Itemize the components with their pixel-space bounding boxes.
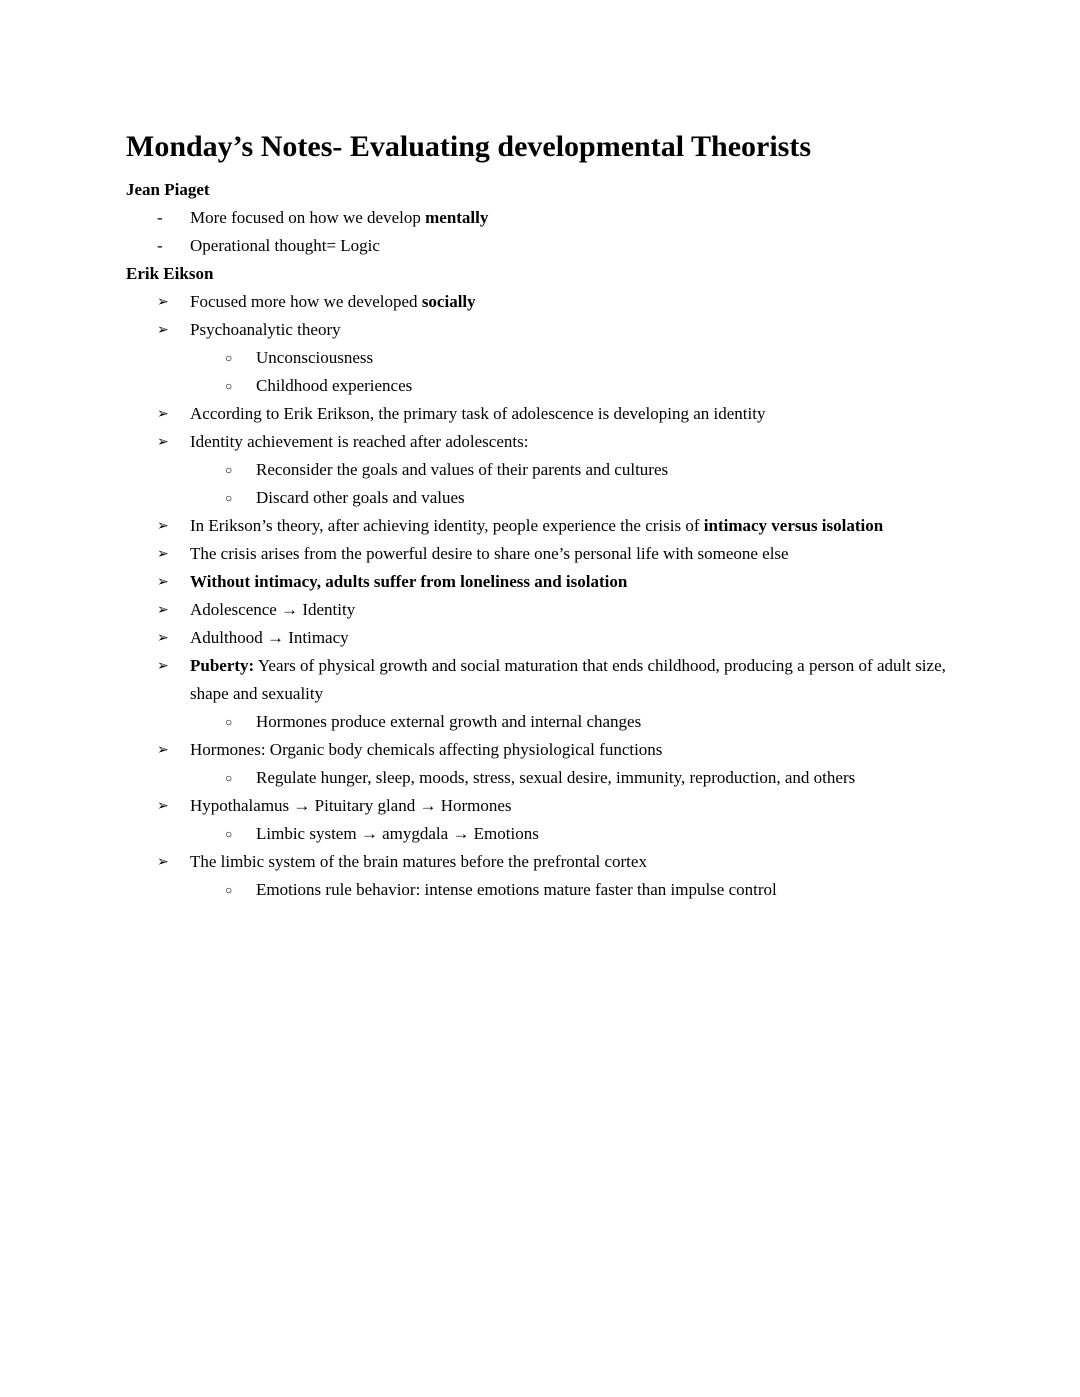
list-item: [126, 400, 954, 428]
list-item-text: Discard other goals and values: [256, 488, 465, 507]
circle-bullet-icon: ○: [225, 379, 233, 393]
list-item-text: Hypothalamus → Pituitary gland → Hormones: [190, 796, 512, 815]
list-item-text: Focused more how we developed socially: [190, 292, 476, 311]
arrow-bullet-icon: ➢: [157, 798, 169, 814]
list-item-text: Regulate hunger, sleep, moods, stress, sexual desire, immunity, reproduction, and others: [256, 768, 856, 787]
arrow-bullet-icon: ➢: [157, 322, 169, 338]
list-item: [126, 372, 954, 400]
arrow-bullet-icon: ➢: [157, 658, 169, 674]
list-item-text: Reconsider the goals and values of their parents and cultures: [256, 460, 669, 479]
arrow-bullet-icon: ➢: [157, 742, 169, 758]
arrow-bullet-icon: ➢: [157, 854, 169, 870]
list-item-text: Without intimacy, adults suffer from loneliness and isolation: [190, 572, 628, 591]
circle-bullet-icon: ○: [225, 463, 233, 477]
arrow-bullet-icon: ➢: [157, 294, 169, 310]
list-item: [126, 540, 954, 568]
list-item: [126, 456, 954, 484]
list-item: [126, 596, 954, 624]
list-item-text: The limbic system of the brain matures before the prefrontal cortex: [190, 852, 647, 871]
list-item: [126, 428, 954, 456]
list-item: [126, 624, 954, 652]
list-item-text: Emotions rule behavior: intense emotions mature faster than impulse control: [256, 880, 777, 899]
list-item: [126, 848, 954, 876]
list-item: [126, 512, 954, 540]
list-item-text: Hormones: Organic body chemicals affecting physiological functions: [190, 740, 663, 759]
arrow-bullet-icon: ➢: [157, 602, 169, 618]
list-item: [126, 316, 954, 344]
list-item: [126, 736, 954, 764]
section-heading: Jean Piaget: [126, 180, 210, 199]
document-body: [126, 176, 954, 904]
page-title: Monday’s Notes- Evaluating developmental Theorists: [126, 130, 812, 163]
list-item-text: The crisis arises from the powerful desire to share one’s personal life with someone else: [190, 544, 789, 563]
list-item: [126, 568, 954, 596]
circle-bullet-icon: ○: [225, 771, 233, 785]
list-item: [126, 764, 954, 792]
arrow-bullet-icon: ➢: [157, 518, 169, 534]
circle-bullet-icon: ○: [225, 827, 233, 841]
list-item-text: Adulthood → Intimacy: [190, 628, 349, 647]
arrow-bullet-icon: ➢: [157, 546, 169, 562]
list-item-text: In Erikson’s theory, after achieving identity, people experience the crisis of intimacy versus isolation: [190, 516, 884, 535]
circle-bullet-icon: ○: [225, 883, 233, 897]
list-item-text: Operational thought= Logic: [190, 236, 380, 255]
list-item: [126, 204, 954, 232]
list-item-text: Adolescence → Identity: [190, 600, 356, 619]
list-item: [126, 820, 954, 848]
list-item-text: Unconsciousness: [256, 348, 374, 367]
circle-bullet-icon: ○: [225, 351, 233, 365]
list-item-text: Puberty: Years of physical growth and social maturation that ends childhood, producing a person of adult size, shape and sexuality: [190, 656, 946, 703]
arrow-bullet-icon: ➢: [157, 574, 169, 590]
list-item-text: Identity achievement is reached after adolescents:: [190, 432, 529, 451]
list-item: [126, 652, 954, 708]
list-item: [126, 232, 954, 260]
arrow-bullet-icon: ➢: [157, 406, 169, 422]
dash-bullet-icon: -: [157, 208, 163, 227]
list-item-text: According to Erik Erikson, the primary task of adolescence is developing an identity: [190, 404, 766, 423]
arrow-bullet-icon: ➢: [157, 434, 169, 450]
list-item-text: Psychoanalytic theory: [190, 320, 341, 339]
dash-bullet-icon: -: [157, 236, 163, 255]
circle-bullet-icon: ○: [225, 715, 233, 729]
list-item: [126, 792, 954, 820]
list-item: [126, 484, 954, 512]
arrow-bullet-icon: ➢: [157, 630, 169, 646]
circle-bullet-icon: ○: [225, 491, 233, 505]
list-item: [126, 708, 954, 736]
list-item-text: Childhood experiences: [256, 376, 413, 395]
list-item: [126, 288, 954, 316]
list-item: [126, 344, 954, 372]
list-item: [126, 876, 954, 904]
list-item-text: Limbic system → amygdala → Emotions: [256, 824, 539, 843]
list-item-text: More focused on how we develop mentally: [190, 208, 489, 227]
list-item-text: Hormones produce external growth and internal changes: [256, 712, 642, 731]
section-heading: Erik Eikson: [126, 264, 214, 283]
